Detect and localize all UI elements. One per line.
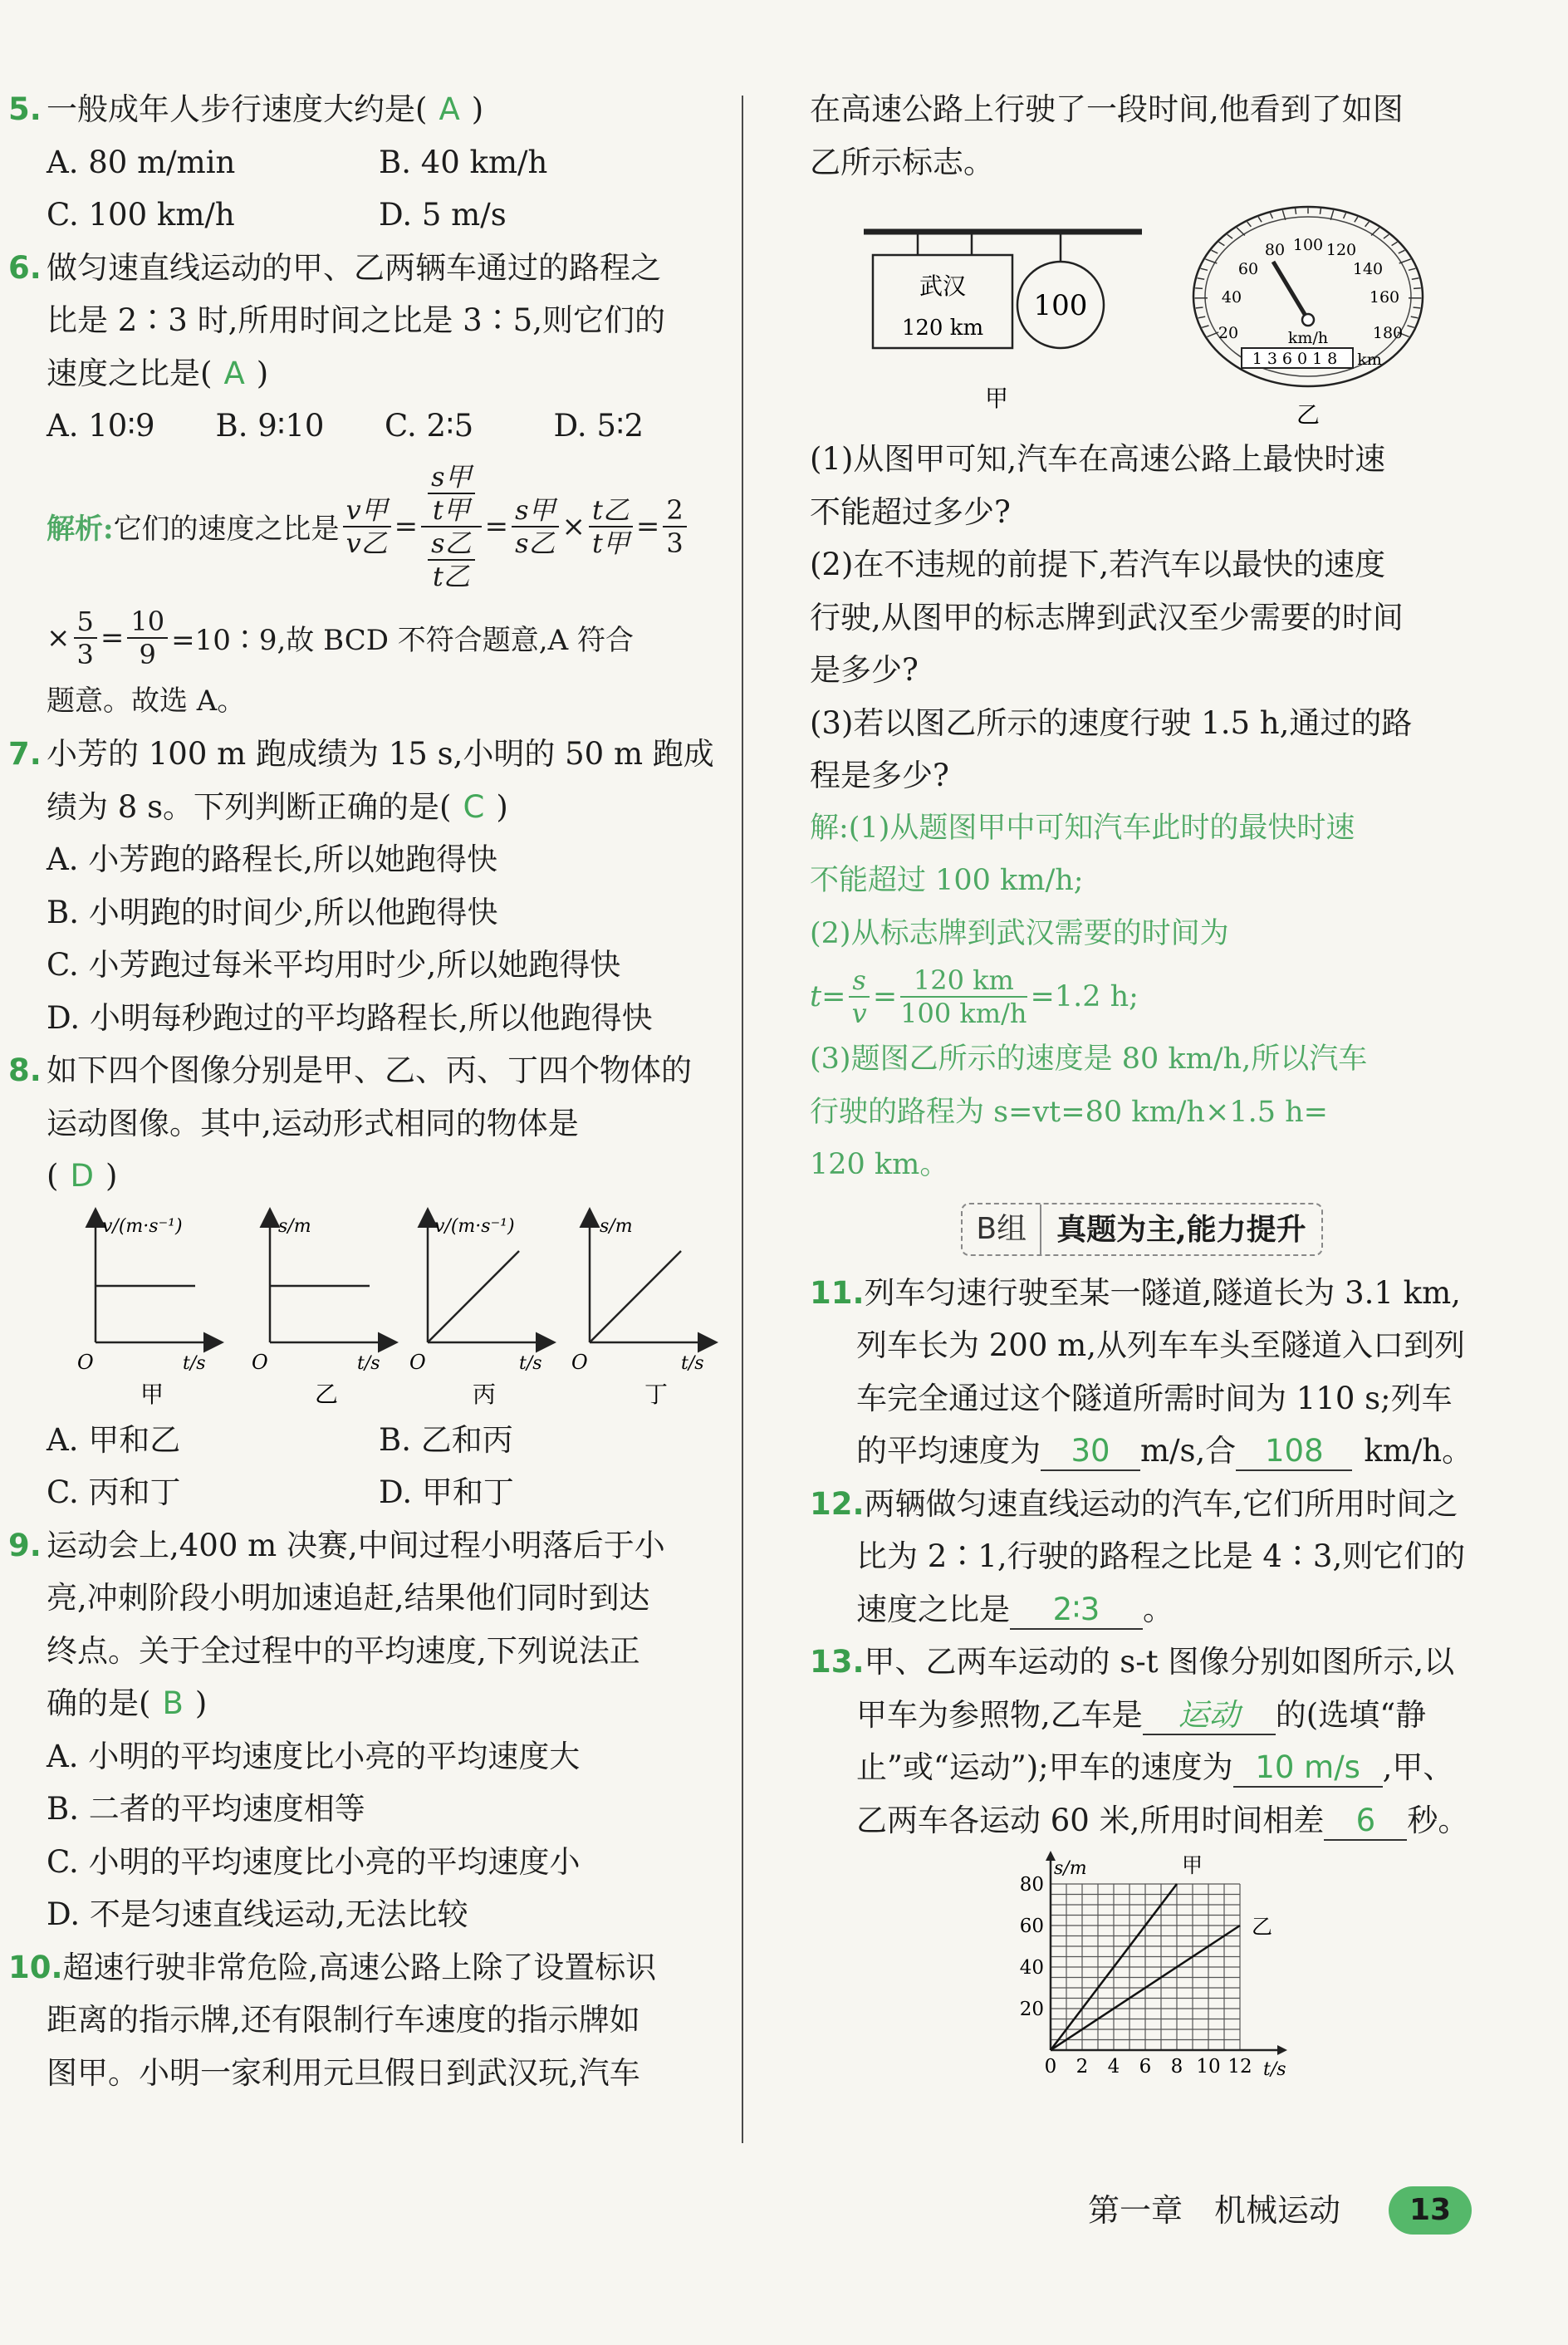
graph-yi-xlabel: t/s <box>357 1352 380 1374</box>
gauge-tick-mark <box>1227 234 1232 238</box>
q7-close: ) <box>496 788 508 825</box>
q13-pre2: 甲车为参照物,乙车是 <box>856 1696 1143 1733</box>
caption-jia: 甲 <box>984 385 1009 412</box>
q5-text: 一般成年人步行速度大约是( <box>47 91 428 127</box>
left-column <box>8 83 723 2099</box>
q10-line3: 图甲。小明一家利用元旦假日到武汉玩,汽车 <box>47 2054 640 2091</box>
gauge-tick-mark <box>1195 288 1203 289</box>
banner-tag: B组 <box>963 1204 1041 1254</box>
q10-figures <box>810 189 1474 429</box>
q7-text-2: 绩为 8 s。下列判断正确的是( <box>47 788 452 825</box>
q6-text-1: 做匀速直线运动的甲、乙两辆车通过的路程之 <box>47 249 661 286</box>
q5-option-a: A. 80 m/min <box>47 144 236 180</box>
gauge-tick-mark <box>1247 222 1252 227</box>
caption-yi: 乙 <box>1296 401 1321 429</box>
q11-blank-2: 108 <box>1236 1433 1352 1471</box>
q6-option-b: B. 9∶10 <box>215 408 325 444</box>
graph-jia-origin: O <box>77 1350 94 1374</box>
gauge-tick-140: 140 <box>1352 260 1384 278</box>
q8-option-b: B. 乙和丙 <box>379 1421 513 1458</box>
section-banner <box>961 1203 1322 1256</box>
q13-line2 <box>810 1689 1474 1742</box>
formula-den: 100 km/h <box>900 998 1027 1029</box>
frac-st3: s乙 <box>428 527 474 561</box>
y-tick-label: 20 <box>1019 1999 1044 2020</box>
q7-line2 <box>8 781 723 834</box>
q13-blank-2: 10 m/s <box>1233 1749 1383 1788</box>
q11-post: km/h。 <box>1364 1433 1473 1469</box>
frac-st-bottom <box>428 527 474 592</box>
frac-st-top <box>428 461 474 526</box>
q10-solution-3b: 行驶的路程为 s=vt=80 km/h×1.5 h= <box>810 1095 1328 1129</box>
gauge-tick-mark <box>1414 288 1421 289</box>
gauge-tick-mark <box>1202 326 1208 327</box>
q11-line2: 列车长为 200 m,从列车车头至隧道入口到列 <box>856 1327 1465 1363</box>
q6-option-c: C. 2∶5 <box>385 408 474 444</box>
y-tick-label: 80 <box>1019 1874 1044 1896</box>
q6-line2: 比是 2∶3 时,所用时间之比是 3∶5,则它们的 <box>47 302 665 338</box>
q5-option-d: D. 5 m/s <box>379 197 507 233</box>
x-tick-label: 4 <box>1107 2056 1120 2078</box>
frac-53-num: 5 <box>74 606 97 639</box>
q10-question-2b: 行驶,从图甲的标志牌到武汉至少需要的时间 <box>810 599 1404 635</box>
banner-text: 真题为主,能力提升 <box>1056 1211 1306 1247</box>
frac-t <box>589 494 633 559</box>
q5-stem <box>8 83 723 136</box>
q11-line1 <box>810 1267 1474 1320</box>
formula-s: s <box>849 964 869 998</box>
graph-yi-caption: 乙 <box>314 1380 339 1408</box>
q11-mid: m/s,合 <box>1140 1433 1237 1469</box>
q13-post2: 的(选填“静 <box>1275 1696 1427 1733</box>
q6-option-d: D. 5∶2 <box>553 408 644 444</box>
frac-t-num: t乙 <box>589 494 633 527</box>
gauge-tick-mark <box>1384 234 1389 238</box>
frac-s-num: s甲 <box>512 494 558 527</box>
q13-post3: ,甲、 <box>1382 1749 1454 1785</box>
gauge-tick-mark <box>1412 278 1419 280</box>
q5-answer: A <box>439 91 460 127</box>
q10-question-2c: 是多少? <box>810 652 919 688</box>
q6-number: 6. <box>8 249 42 286</box>
q8-graphs <box>8 1203 723 1410</box>
frac-53-den: 3 <box>76 638 94 670</box>
q13-line1 <box>810 1636 1474 1689</box>
q13-blank-1: 运动 <box>1143 1697 1276 1735</box>
q6-close: ) <box>256 355 269 391</box>
gauge-tick-mark <box>1219 242 1225 245</box>
analysis-text: 它们的速度之比是 <box>113 513 340 546</box>
frac-compound <box>421 461 481 592</box>
q6-analysis-line2: × $\frac{5}{3}$ = $\frac{10}{9}$ =10∶9,故 BCD 不符合题意,A 符合 <box>47 605 634 670</box>
graph-ding-ylabel: s/m <box>600 1215 633 1237</box>
q12-line2: 比为 2∶1,行驶的路程之比是 4∶3,则它们的 <box>856 1538 1466 1574</box>
q8-close: ) <box>105 1158 118 1194</box>
q6-answer: A <box>223 355 245 391</box>
q5-options-row1 <box>8 136 723 189</box>
gauge-tick-mark <box>1392 242 1398 245</box>
q12-blank: 2∶3 <box>1010 1592 1143 1630</box>
q10-line1 <box>8 1941 723 1994</box>
gauge-tick-mark <box>1320 208 1321 214</box>
x-axis-arrow <box>1277 2045 1287 2055</box>
q8-line1 <box>8 1044 723 1097</box>
formula-num: 120 km <box>900 964 1027 998</box>
gauge-needle <box>1273 262 1308 320</box>
q12-number: 12. <box>810 1485 865 1522</box>
q9-option-a: A. 小明的平均速度比小亮的平均速度大 <box>47 1738 581 1774</box>
section-banner-row <box>810 1192 1474 1267</box>
q9-line4 <box>8 1677 723 1730</box>
gauge-tick-mark <box>1198 278 1205 280</box>
gauge-tick-mark <box>1196 307 1203 308</box>
x-tick-label: 10 <box>1196 2056 1221 2078</box>
q12-line1 <box>810 1478 1474 1531</box>
odometer-unit: km <box>1357 351 1382 369</box>
q9-answer: B <box>162 1685 184 1721</box>
gauge-tick-mark <box>1414 307 1421 308</box>
q10-cont-2: 乙所示标志。 <box>810 144 994 180</box>
q9-option-d: D. 不是匀速直线运动,无法比较 <box>47 1896 468 1932</box>
q13-post4: 秒。 <box>1407 1802 1469 1838</box>
q10-solution-1a: 解:(1)从题图甲中可知汽车此时的最快时速 <box>810 811 1355 845</box>
q11-blank-1: 30 <box>1041 1433 1140 1471</box>
q11-line3: 车完全通过这个隧道所需时间为 110 s;列车 <box>856 1380 1453 1416</box>
frac-t-den: t甲 <box>592 527 630 559</box>
q6-options <box>8 400 723 453</box>
gauge-tick-mark <box>1237 228 1245 235</box>
q11-number: 11. <box>810 1274 865 1311</box>
formula-t: t= <box>810 980 846 1013</box>
gauge-tick-100: 100 <box>1292 236 1324 254</box>
analysis-end: 题意。故选 A。 <box>47 684 246 718</box>
formula-values <box>900 964 1027 1029</box>
q10-question-1b: 不能超过多少? <box>810 493 1011 530</box>
q9-close: ) <box>194 1685 208 1721</box>
q13-blank-3: 6 <box>1324 1803 1407 1841</box>
graph-ding-caption: 丁 <box>644 1380 669 1408</box>
graph-jia-ylabel: v/(m·s⁻¹) <box>102 1215 183 1237</box>
gauge-tick-mark <box>1409 268 1415 270</box>
q10-question-3b: 程是多少? <box>810 758 949 793</box>
gauge-tick-mark <box>1198 316 1206 318</box>
gauge-tick-80: 80 <box>1264 241 1286 259</box>
q9-number: 9. <box>8 1527 42 1563</box>
graph-bing-caption: 丙 <box>472 1380 497 1408</box>
x-axis-label: t/s <box>1263 2059 1286 2080</box>
frac-compound-den <box>421 527 481 592</box>
q10-number: 10. <box>8 1949 63 1985</box>
graph-yi <box>252 1211 394 1408</box>
q8-option-d: D. 甲和丁 <box>379 1474 514 1510</box>
gauge-tick-mark <box>1212 250 1218 253</box>
q7-option-a: A. 小芳跑的路程长,所以她跑得快 <box>47 841 498 877</box>
q5-option-c: C. 100 km/h <box>47 197 235 233</box>
graph-yi-origin: O <box>252 1350 268 1374</box>
frac-st4: t乙 <box>432 560 470 592</box>
q12-line3 <box>810 1583 1474 1636</box>
gauge-tick-mark <box>1371 228 1379 235</box>
graph-bing-xlabel: t/s <box>519 1352 542 1374</box>
gauge-tick-60: 60 <box>1237 260 1259 278</box>
formula-sv <box>849 964 869 1029</box>
frac-109-num: 10 <box>127 606 168 639</box>
q7-option-b: B. 小明跑的时间少,所以他跑得快 <box>47 894 498 930</box>
sign-limit: 100 <box>1033 289 1088 322</box>
q5-options-row2 <box>8 189 723 242</box>
frac-23-num: 2 <box>663 494 686 527</box>
analysis-tail: =10∶9,故 BCD 不符合题意,A 符合 <box>171 624 634 657</box>
page-number: 13 <box>1389 2186 1472 2235</box>
graph-yi-ylabel: s/m <box>278 1215 311 1237</box>
q13-text-1: 甲、乙两车运动的 s-t 图像分别如图所示,以 <box>864 1644 1455 1680</box>
q9-line1 <box>8 1519 723 1572</box>
q8-answer: D <box>70 1158 94 1194</box>
series-label-jia: 甲 <box>1182 1853 1203 1877</box>
gauge-tick-mark <box>1271 213 1273 219</box>
odometer-value: 136018 <box>1252 350 1343 368</box>
q6-text-3: 速度之比是( <box>47 355 213 391</box>
right-column <box>810 83 1474 2091</box>
q9-option-b: B. 二者的平均速度相等 <box>47 1791 365 1827</box>
q13-pre4: 乙两车各运动 60 米,所用时间相差 <box>856 1802 1325 1838</box>
q8-option-c: C. 丙和丁 <box>47 1474 181 1510</box>
frac-v-den: v乙 <box>345 527 388 559</box>
frac-109 <box>127 606 168 670</box>
q9-text-4: 确的是( <box>47 1685 151 1721</box>
gauge-tick-mark <box>1344 213 1346 219</box>
series-label-yi: 乙 <box>1252 1915 1273 1939</box>
gauge-tick-mark <box>1365 222 1370 227</box>
q7-answer: C <box>463 788 485 825</box>
footer-chapter: 第一章 机械运动 <box>1088 2192 1341 2229</box>
q11-line4 <box>810 1425 1474 1478</box>
figure-jia-signs <box>864 232 1142 412</box>
q8-options-row1 <box>8 1414 723 1467</box>
sign-distance: 120 km <box>901 316 984 341</box>
frac-compound-num <box>421 461 481 527</box>
frac-s-den: s乙 <box>515 527 556 559</box>
q10-cont-1: 在高速公路上行驶了一段时间,他看到了如图 <box>810 91 1404 127</box>
gauge-tick-120: 120 <box>1325 241 1357 259</box>
q8-line2: 运动图像。其中,运动形式相同的物体是 <box>47 1105 579 1141</box>
frac-st1: s甲 <box>428 461 474 494</box>
q9-line2: 亮,冲刺阶段小明加速追赶,结果他们同时到达 <box>47 1580 650 1616</box>
x-tick-label: 6 <box>1139 2056 1152 2078</box>
graph-jia <box>77 1211 220 1408</box>
q6-line3 <box>8 347 723 400</box>
x-tick-label: 0 <box>1044 2056 1057 2078</box>
formula-eq: = <box>872 980 898 1013</box>
q12-pre: 速度之比是 <box>856 1591 1010 1627</box>
y-tick-label: 60 <box>1019 1916 1044 1937</box>
sign-city: 武汉 <box>919 272 967 300</box>
gauge-tick-mark <box>1408 326 1414 327</box>
q8-line3 <box>8 1150 723 1203</box>
q8-option-a: A. 甲和乙 <box>47 1421 181 1458</box>
q9-line3: 终点。关于全过程中的平均速度,下列说法正 <box>47 1632 640 1669</box>
formula-v: v <box>851 998 867 1029</box>
q6-option-a: A. 10∶9 <box>47 408 155 444</box>
q13-line3 <box>810 1741 1474 1794</box>
q13-pre3: 止”或“运动”);甲车的速度为 <box>856 1749 1233 1785</box>
q8-options-row2 <box>8 1466 723 1519</box>
gauge-tick-mark <box>1399 250 1405 253</box>
q10-solution-3c: 120 km。 <box>810 1148 949 1181</box>
q5-number: 5. <box>8 91 42 127</box>
gauge-tick-mark <box>1201 268 1208 270</box>
q9-text-1: 运动会上,400 m 决赛,中间过程小明落后于小 <box>47 1527 665 1563</box>
q11-text-1: 列车匀速行驶至某一隧道,隧道长为 3.1 km, <box>864 1274 1461 1311</box>
x-tick-label: 12 <box>1227 2056 1252 2078</box>
q10-question-3a: (3)若以图乙所示的速度行驶 1.5 h,通过的路 <box>810 704 1413 741</box>
q10-text-1: 超速行驶非常危险,高速公路上除了设置标识 <box>62 1949 657 1985</box>
q7-text-1: 小芳的 100 m 跑成绩为 15 s,小明的 50 m 跑成 <box>47 736 714 772</box>
q10-solution-2: (2)从标志牌到武汉需要的时间为 <box>810 916 1229 950</box>
q11-pre: 的平均速度为 <box>856 1433 1041 1469</box>
q8-open: ( <box>47 1158 59 1194</box>
gauge-tick-180: 180 <box>1372 324 1404 342</box>
frac-23 <box>663 494 686 559</box>
gauge-tick-40: 40 <box>1221 288 1242 307</box>
q7-option-c: C. 小芳跑过每米平均用时少,所以她跑得快 <box>47 947 621 983</box>
analysis-label: 解析: <box>47 513 114 546</box>
frac-st2: t甲 <box>432 493 470 526</box>
q10-question-1a: (1)从图甲可知,汽车在高速公路上最快时速 <box>810 441 1386 477</box>
gauge-tick-mark <box>1258 217 1262 222</box>
q13-st-chart <box>810 1847 1474 2087</box>
y-tick-label: 40 <box>1019 1957 1044 1979</box>
frac-v <box>343 494 391 559</box>
q5-close: ) <box>471 91 484 127</box>
column-divider <box>742 96 743 2143</box>
frac-23-den: 3 <box>666 527 684 559</box>
q7-number: 7. <box>8 736 42 772</box>
graph-jia-caption: 甲 <box>140 1380 164 1408</box>
q10-solution-1b: 不能超过 100 km/h; <box>810 864 1084 897</box>
q9-option-c: C. 小明的平均速度比小亮的平均速度小 <box>47 1843 581 1880</box>
graph-ding <box>571 1211 714 1408</box>
q13-line4 <box>810 1794 1474 1847</box>
graph-jia-xlabel: t/s <box>183 1352 206 1374</box>
frac-v-num: v甲 <box>343 494 391 527</box>
graph-ding-origin: O <box>571 1350 588 1374</box>
frac-53 <box>74 606 97 670</box>
q8-number: 8. <box>8 1052 42 1088</box>
graph-bing-origin: O <box>409 1350 426 1374</box>
q10-solution-formula <box>810 960 1474 1033</box>
graph-ding-xlabel: t/s <box>681 1352 704 1374</box>
q12-post: 。 <box>1143 1591 1174 1627</box>
q12-text-1: 两辆做匀速直线运动的汽车,它们所用时间之 <box>864 1485 1458 1522</box>
graph-bing <box>409 1211 552 1408</box>
gauge-tick-160: 160 <box>1369 288 1400 307</box>
y-axis-label: s/m <box>1054 1858 1087 1879</box>
q5-option-b: B. 40 km/h <box>379 144 548 180</box>
q10-question-2a: (2)在不违规的前提下,若汽车以最快的速度 <box>810 547 1386 582</box>
x-tick-label: 8 <box>1170 2056 1183 2078</box>
q7-line1 <box>8 728 723 781</box>
x-tick-label: 2 <box>1076 2056 1089 2078</box>
frac-s <box>512 494 558 559</box>
q6-line1 <box>8 242 723 295</box>
q8-text-1: 如下四个图像分别是甲、乙、丙、丁四个物体的 <box>47 1052 692 1088</box>
gauge-tick-mark <box>1411 316 1419 318</box>
q10-line2: 距离的指示牌,还有限制行车速度的指示牌如 <box>47 2002 640 2038</box>
q13-number: 13. <box>810 1644 865 1680</box>
frac-109-den: 9 <box>139 638 156 670</box>
q10-solution-3a: (3)题图乙所示的速度是 80 km/h,所以汽车 <box>810 1042 1368 1076</box>
formula-result: =1.2 h; <box>1030 980 1139 1013</box>
gauge-unit: km/h <box>1287 329 1329 347</box>
graph-bing-ylabel: v/(m·s⁻¹) <box>434 1215 515 1237</box>
gauge-tick-20: 20 <box>1218 324 1239 342</box>
figure-yi-speedometer <box>1193 207 1423 429</box>
q6-analysis: 解析: 它们的速度之比是 $\frac{\text{v甲}}{\text{v乙}}$ = $\frac{\frac{\text{s甲}}{\text{t甲}}}{\frac{\text{s乙}}{\text{t乙}}}$ = $\frac{\text{s甲}}{\text{s乙}}$ × $\frac{\text{t乙}}{\text{t甲}}$ = $\frac{2}{3}$ <box>8 453 723 601</box>
q7-option-d: D. 小明每秒跑过的平均路程长,所以他跑得快 <box>47 999 653 1036</box>
gauge-tick-mark <box>1355 217 1358 222</box>
